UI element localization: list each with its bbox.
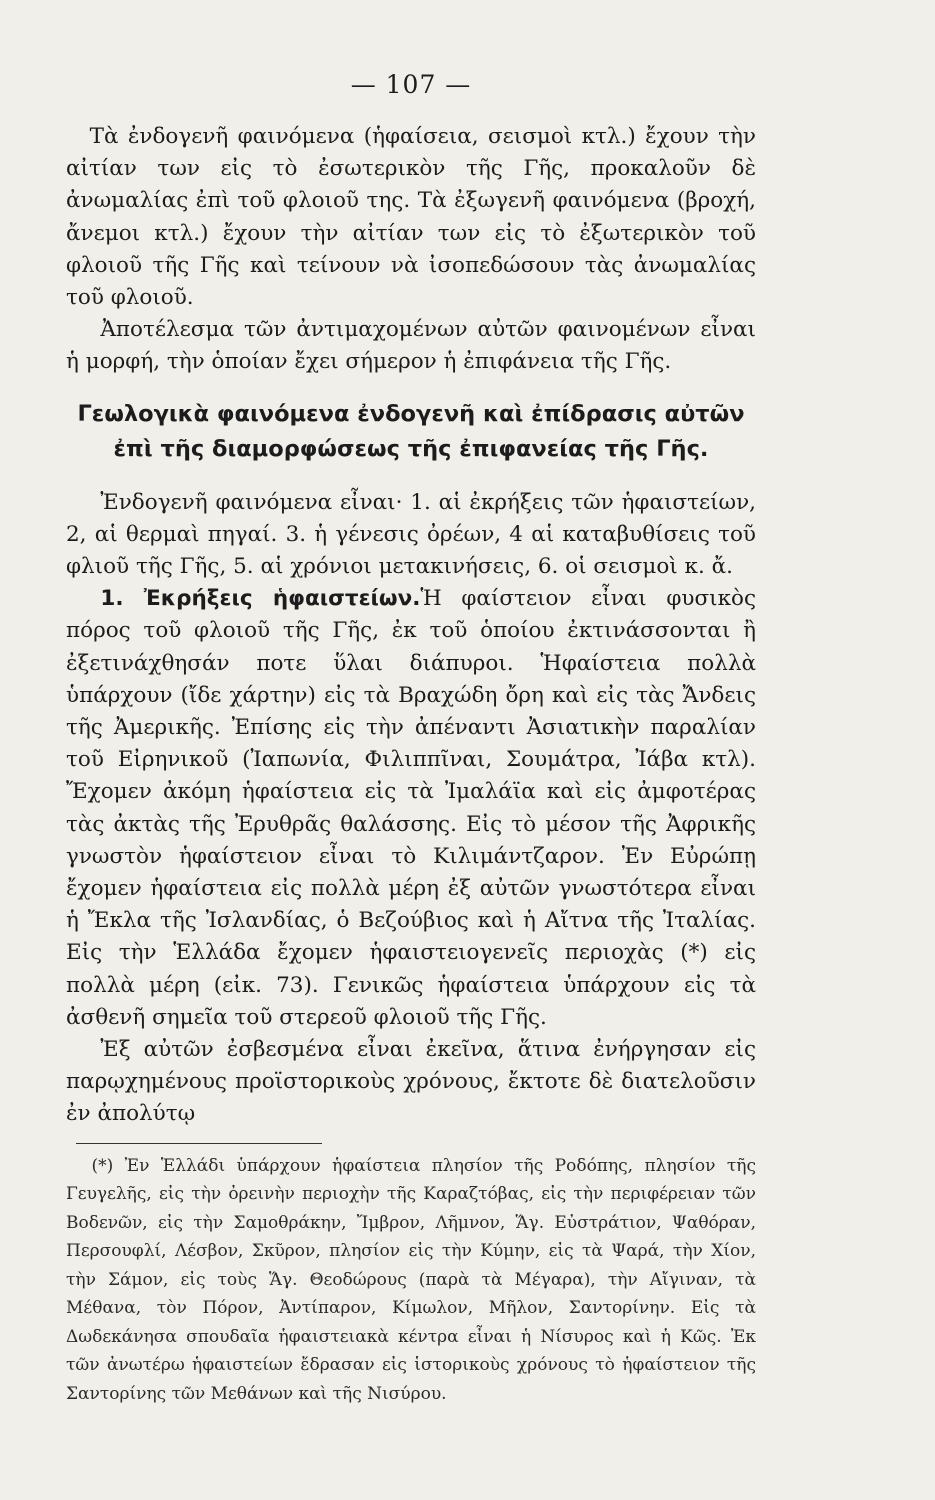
paragraph-endogenous-exogenous: Τὰ ἐνδογενῆ φαινόμενα (ἡφαίσεια, σεισμοὶ κτλ.) ἔχουν τὴν αἰτίαν των εἰς τὸ ἐσωτερικὸν τῆς Γῆς, προκαλοῦν δὲ ἀνωμαλίας ἐπὶ τοῦ φλοιοῦ της. Τὰ ἐξωγενῆ φαινόμενα (βροχή, ἄνεμοι κτλ.) ἔχουν τὴν αἰτίαν των εἰς τὸ ἐξωτερικὸν τοῦ φλοιοῦ τῆς Γῆς καὶ τείνουν νὰ ἰσοπεδώσουν τὰς ἀνωμαλίας τοῦ φλοιοῦ. xyxy=(66,124,756,311)
heading-line-1: Γεωλογικὰ φαινόμενα ἐνδογενῆ καὶ ἐπίδρασις αὐτῶν xyxy=(77,400,745,427)
subsection-title: 1. Ἐκρήξεις ἡφαιστείων. xyxy=(100,586,421,612)
subsection-text: Ἡ φαίστειον εἶναι φυσικὸς πόρος τοῦ φλοιοῦ τῆς Γῆς, ἐκ τοῦ ὁποίου ἐκτινάσσονται ἢ ἐξετινάχθησάν ποτε ὕλαι διάπυροι. Ἡφαίστεια πολλὰ ὑπάρχουν (ἴδε χάρτην) εἰς τὰ Βραχώδη ὄρη καὶ εἰς τὰς Ἄνδεις τῆς Ἀμερικῆς. Ἐπίσης εἰς τὴν ἀπέναντι Ἀσιατικὴν παραλίαν τοῦ Εἰρηνικοῦ (Ἰαπωνία, Φιλιππῖναι, Σουμάτρα, Ἰάβα κτλ). Ἔχομεν ἀκόμη ἡφαίστεια εἰς τὰ Ἰμαλάϊα καὶ εἰς ἀμφοτέρας τὰς ἀκτὰς τῆς Ἐρυθρᾶς θαλάσσης. Εἰς τὸ μέσον τῆς Ἀφρικῆς γνωστὸν ἡφαίστειον εἶναι τὸ Κιλιμάντζαρον. Ἐν Εὐρώπῃ ἔχομεν ἡφαίστεια εἰς πολλὰ μέρη ἐξ αὐτῶν γνωστότερα εἶναι ἡ Ἔκλα τῆς Ἰσλανδίας, ὁ Βεζούβιος καὶ ἡ Αἴτνα τῆς Ἰταλίας. Εἰς τὴν Ἑλλάδα ἔχομεν ἡφαιστειογενεῖς περιοχὰς (*) εἰς πολλὰ μέρη (εἰκ. 73). Γενικῶς ἡφαίστεια ὑπάρχουν εἰς τὰ ἀσθενῆ σημεῖα τοῦ στερεοῦ φλοιοῦ τῆς Γῆς. xyxy=(66,586,756,1030)
footnote-divider xyxy=(76,1143,322,1144)
paragraph-result: Ἀποτέλεσμα τῶν ἀντιμαχομένων αὐτῶν φαινομένων εἶναι ἡ μορφή, τὴν ὁποίαν ἔχει σήμερον ἡ ἐπιφάνεια τῆς Γῆς. xyxy=(66,317,756,375)
paragraph-extinct-volcanoes: Ἐξ αὐτῶν ἐσβεσμένα εἶναι ἐκεῖνα, ἅτινα ἐνήργησαν εἰς παρῳχημένους προϊστορικοὺς χρόνους, ἔκτοτε δὲ διατελοῦσιν ἐν ἀπολύτῳ xyxy=(66,1037,756,1127)
page-number: — 107 — xyxy=(350,70,472,99)
paragraph-endogenous-list: Ἐνδογενῆ φαινόμενα εἶναι· 1. αἱ ἐκρήξεις τῶν ἡφαιστείων, 2, αἱ θερμαὶ πηγαί. 3. ἡ γένεσις ὀρέων, 4 αἱ καταβυθίσεις τοῦ φλιοῦ τῆς Γῆς, 5. αἱ χρόνιοι μετακινήσεις, 6. οἱ σεισμοὶ κ. ἄ. xyxy=(66,489,756,580)
main-text xyxy=(66,121,756,1131)
book-page xyxy=(66,70,756,1408)
heading-line-2: ἐπὶ τῆς διαμορφώσεως τῆς ἐπιφανείας τῆς Γῆς. xyxy=(113,435,709,462)
footnote: (*) Ἐν Ἑλλάδι ὑπάρχουν ἡφαίστεια πλησίον τῆς Ροδόπης, πλησίον τῆς Γευγελῆς, εἰς τὴν ὀρεινὴν περιοχὴν τῆς Καραζτόβας, εἰς τὴν περιφέρειαν τῶν Βοδενῶν, εἰς τὴν Σαμοθράκην, Ἴμβρον, Λῆμνον, Ἅγ. Εὐστράτιον, Ψαθόραν, Περσουφλί, Λέσβον, Σκῦρον, πλησίον εἰς τὴν Κύμην, εἰς τὰ Ψαρά, τὴν Χίον, τὴν Σάμον, εἰς τοὺς Ἅγ. Θεοδώρους (παρὰ τὰ Μέγαρα), τὴν Αἴγιναν, τὰ Μέθανα, τὸν Πόρον, Ἀντίπαρον, Κίμωλον, Μῆλον, Σαντορίνην. Εἰς τὰ Δωδεκάνησα σπουδαῖα ἡφαιστειακὰ κέντρα εἶναι ἡ Νίσυρος καὶ ἡ Κῶς. Ἐκ τῶν ἀνωτέρω ἡφαιστείων ἔδρασαν εἰς ἱστορικοὺς χρόνους τὸ ἡφαίστειον τῆς Σαντορίνης τῶν Μεθάνων καὶ τῆς Νισύρου. xyxy=(66,1155,756,1404)
paragraph-volcanic-eruptions xyxy=(66,583,756,1034)
section-heading xyxy=(66,397,756,467)
